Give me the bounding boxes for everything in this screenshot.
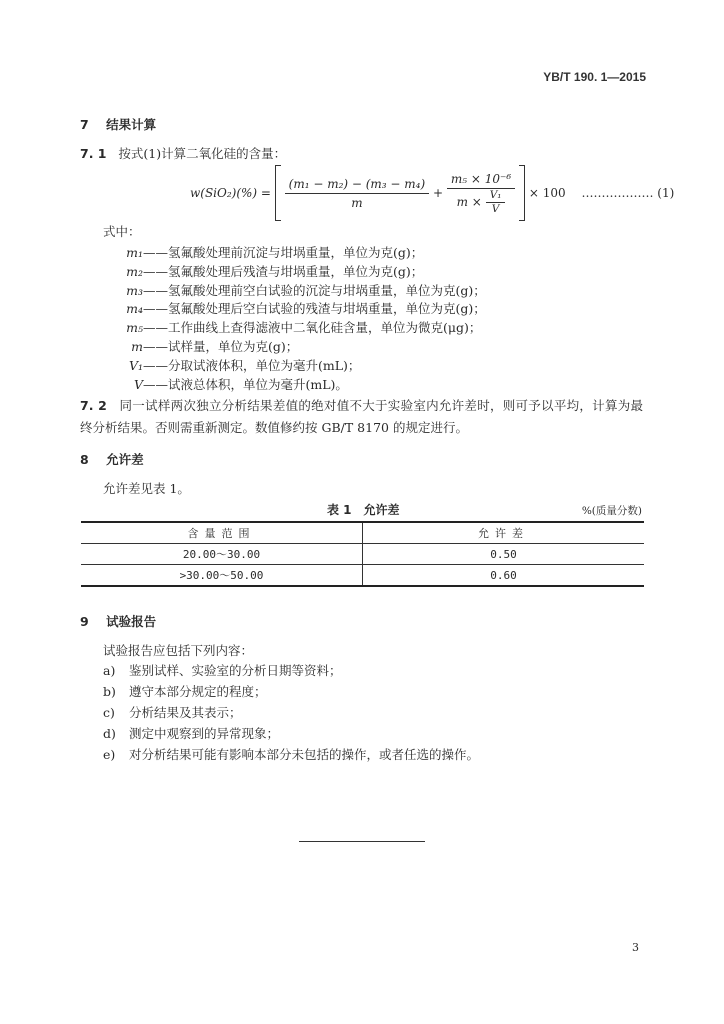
- symbol-description: ——氢氟酸处理前空白试验的沉淀与坩埚重量，单位为克(g)；: [143, 282, 486, 298]
- section-9-heading: [80, 612, 156, 630]
- symbol-definition: [103, 376, 348, 394]
- section-number: 8: [80, 452, 89, 467]
- symbol-description: ——试液总体积，单位为毫升(mL)。: [143, 376, 348, 392]
- section-8-text: 允许差见表 1。: [103, 481, 190, 496]
- list-item-text: 鉴别试样、实验室的分析日期等资料；: [129, 663, 342, 678]
- section-7-heading: [80, 115, 156, 133]
- volume-v: V: [491, 203, 500, 215]
- symbol: V: [133, 376, 143, 392]
- cell-content-range: 20.00～30.00: [81, 544, 363, 565]
- list-marker: a): [103, 663, 116, 678]
- table-row: [81, 565, 644, 587]
- clause-text: 同一试样两次独立分析结果差值的绝对值不大于实验室内允许差时，则可予以平均，计算为最终分析结果。否则需重新测定。数值修约按 GB/T 8170 的规定进行。: [80, 398, 643, 435]
- fraction-1: [285, 175, 430, 212]
- symbol-definition: [103, 300, 486, 318]
- symbol-definition: [103, 357, 360, 375]
- plus-sign: +: [433, 186, 444, 200]
- equation-tag: ……………… (1): [581, 186, 675, 200]
- where-label: 式中：: [103, 224, 141, 239]
- symbol-description: ——试样量，单位为克(g)；: [143, 339, 299, 354]
- symbol: m₂: [126, 263, 143, 279]
- end-rule: [299, 841, 425, 842]
- symbol: m: [131, 339, 143, 354]
- cell-tolerance: 0.50: [363, 544, 645, 565]
- clause-7-2: [80, 395, 643, 439]
- symbol: m₁: [126, 245, 143, 260]
- section-title: 允许差: [106, 452, 144, 467]
- fraction-1-denominator: m: [351, 195, 363, 210]
- symbol: V₁: [128, 357, 143, 373]
- list-item: [103, 704, 242, 722]
- header-tolerance: 允许差: [363, 522, 645, 544]
- clause-number: 7. 2: [80, 398, 107, 413]
- symbol: m₄: [126, 301, 143, 317]
- list-marker: b): [103, 684, 116, 699]
- denominator-m: m ×: [456, 195, 482, 209]
- symbol-description: ——氢氟酸处理后残渣与坩埚重量，单位为克(g)；: [143, 263, 424, 279]
- right-bracket: [519, 165, 525, 221]
- document-code-header: YB/T 190. 1—2015: [543, 70, 646, 84]
- symbol-description: ——氢氟酸处理前沉淀与坩埚重量，单位为克(g)；: [143, 245, 424, 260]
- list-item: [103, 746, 479, 764]
- symbol-description: ——工作曲线上查得滤液中二氧化硅含量，单位为微克(μg)；: [143, 320, 482, 336]
- fraction-2: [447, 170, 515, 216]
- tolerance-table: [81, 521, 644, 587]
- times-100: × 100: [528, 186, 566, 200]
- clause-number: 7. 1: [80, 146, 107, 161]
- list-item-text: 分析结果及其表示；: [129, 705, 242, 720]
- list-item: [103, 725, 279, 743]
- symbol-definition: [103, 338, 298, 356]
- table-header-row: [81, 522, 644, 544]
- symbol-definition: [103, 244, 423, 262]
- list-item: [103, 683, 267, 701]
- left-bracket: [275, 165, 281, 221]
- list-marker: d): [103, 726, 116, 741]
- fraction-2-numerator: m₅ × 10⁻⁶: [447, 170, 515, 189]
- section-number: 7: [80, 117, 89, 132]
- formula-sio2: [190, 165, 674, 221]
- table-row: [81, 544, 644, 565]
- volume-v1: V₁: [486, 189, 506, 203]
- table-unit: %(质量分数): [581, 505, 642, 517]
- list-item: [103, 662, 342, 680]
- symbol-description: ——分取试液体积，单位为毫升(mL)；: [143, 357, 361, 373]
- section-9-intro: 试验报告应包括下列内容：: [103, 643, 254, 658]
- volume-ratio: [486, 189, 506, 216]
- fraction-2-denominator: [453, 189, 510, 216]
- symbol-definition: [103, 282, 486, 300]
- clause-7-1: [80, 144, 286, 162]
- section-8-heading: [80, 450, 144, 468]
- symbol: m₃: [126, 282, 143, 298]
- list-marker: e): [103, 747, 116, 762]
- fraction-1-numerator: (m₁ − m₂) − (m₃ − m₄): [285, 175, 430, 194]
- cell-content-range: >30.00～50.00: [81, 565, 363, 587]
- clause-text: 按式(1)计算二氧化硅的含量：: [118, 146, 287, 161]
- table-caption: 表 1 允许差: [327, 503, 400, 517]
- list-marker: c): [103, 705, 115, 720]
- section-title: 试验报告: [106, 614, 157, 629]
- cell-tolerance: 0.60: [363, 565, 645, 587]
- symbol-description: ——氢氟酸处理后空白试验的残渣与坩埚重量，单位为克(g)；: [143, 301, 486, 317]
- list-item-text: 对分析结果可能有影响本部分未包括的操作，或者任选的操作。: [129, 747, 480, 762]
- section-title: 结果计算: [106, 117, 157, 132]
- list-item-text: 遵守本部分规定的程度；: [129, 684, 267, 699]
- symbol-definition: [103, 319, 481, 337]
- section-number: 9: [80, 614, 89, 629]
- formula-lhs: w(SiO₂)(%) =: [190, 186, 271, 200]
- page-number: 3: [632, 941, 639, 954]
- symbol: m₅: [126, 320, 143, 336]
- list-item-text: 测定中观察到的异常现象；: [129, 726, 280, 741]
- symbol-definition: [103, 263, 423, 281]
- header-content-range: 含量范围: [81, 522, 363, 544]
